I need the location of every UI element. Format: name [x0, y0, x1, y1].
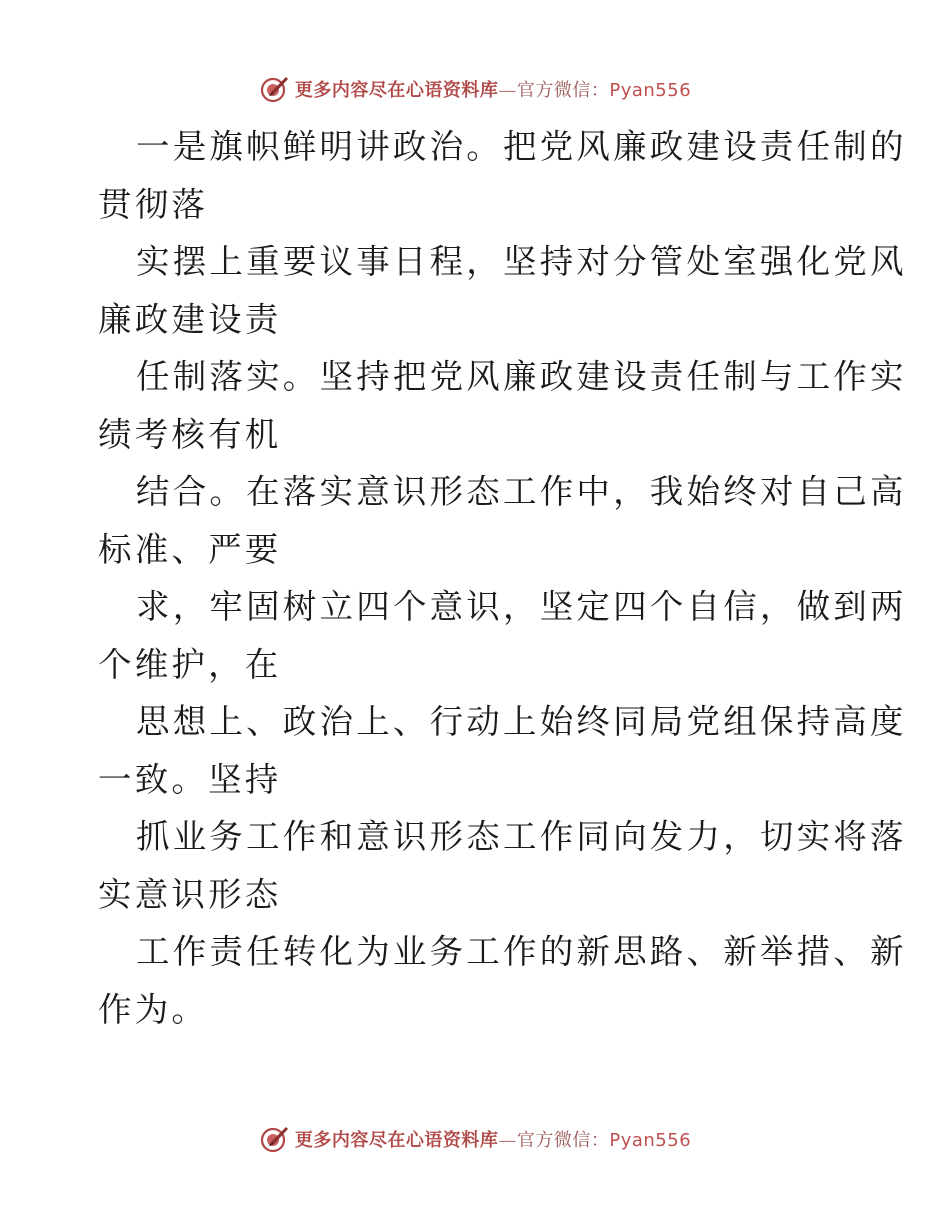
watermark-id: Pyan556	[609, 1130, 692, 1151]
paragraph-line: 作为。	[98, 989, 209, 1029]
watermark-text	[295, 76, 691, 102]
document-body	[98, 118, 907, 1038]
paragraph	[98, 693, 907, 808]
watermark-text	[295, 1126, 691, 1152]
paragraph	[98, 348, 907, 463]
watermark-separator: —	[498, 80, 517, 101]
paragraph-line: 一致。坚持	[98, 759, 282, 799]
paragraph-line: 工作责任转化为业务工作的新思路、新举措、新	[136, 932, 907, 971]
paragraph-line: 一是旗帜鲜明讲政治。把党风廉政建设责任制的	[136, 127, 907, 166]
quill-seal-icon	[259, 74, 289, 104]
paragraph-line: 求，牢固树立四个意识，坚定四个自信，做到两	[136, 587, 907, 626]
watermark-main: 更多内容尽在心语资料库	[294, 80, 499, 101]
header-watermark	[0, 72, 950, 106]
paragraph	[98, 463, 907, 578]
paragraph	[98, 578, 907, 693]
paragraph-line: 标准、严要	[98, 529, 282, 569]
paragraph	[98, 923, 907, 1038]
paragraph-line: 抓业务工作和意识形态工作同向发力，切实将落	[136, 817, 907, 856]
paragraph-line: 任制落实。坚持把党风廉政建设责任制与工作实	[136, 357, 907, 396]
paragraph-line: 个维护，在	[98, 644, 282, 684]
paragraph-line: 实意识形态	[98, 874, 282, 914]
paragraph-line: 廉政建设责	[98, 299, 282, 339]
watermark-separator: —	[498, 1130, 517, 1151]
paragraph-line: 结合。在落实意识形态工作中，我始终对自己高	[136, 472, 907, 511]
paragraph	[98, 118, 907, 233]
watermark-main: 更多内容尽在心语资料库	[294, 1130, 499, 1151]
paragraph-line: 贯彻落	[98, 184, 209, 224]
watermark-label: 官方微信：	[516, 80, 610, 101]
footer-watermark	[0, 1122, 950, 1156]
paragraph	[98, 233, 907, 348]
watermark-label: 官方微信：	[516, 1130, 610, 1151]
paragraph-line: 绩考核有机	[98, 414, 282, 454]
watermark-id: Pyan556	[609, 80, 692, 101]
quill-seal-icon	[259, 1124, 289, 1154]
paragraph-line: 实摆上重要议事日程，坚持对分管处室强化党风	[136, 242, 907, 281]
paragraph-line: 思想上、政治上、行动上始终同局党组保持高度	[136, 702, 907, 741]
paragraph	[98, 808, 907, 923]
